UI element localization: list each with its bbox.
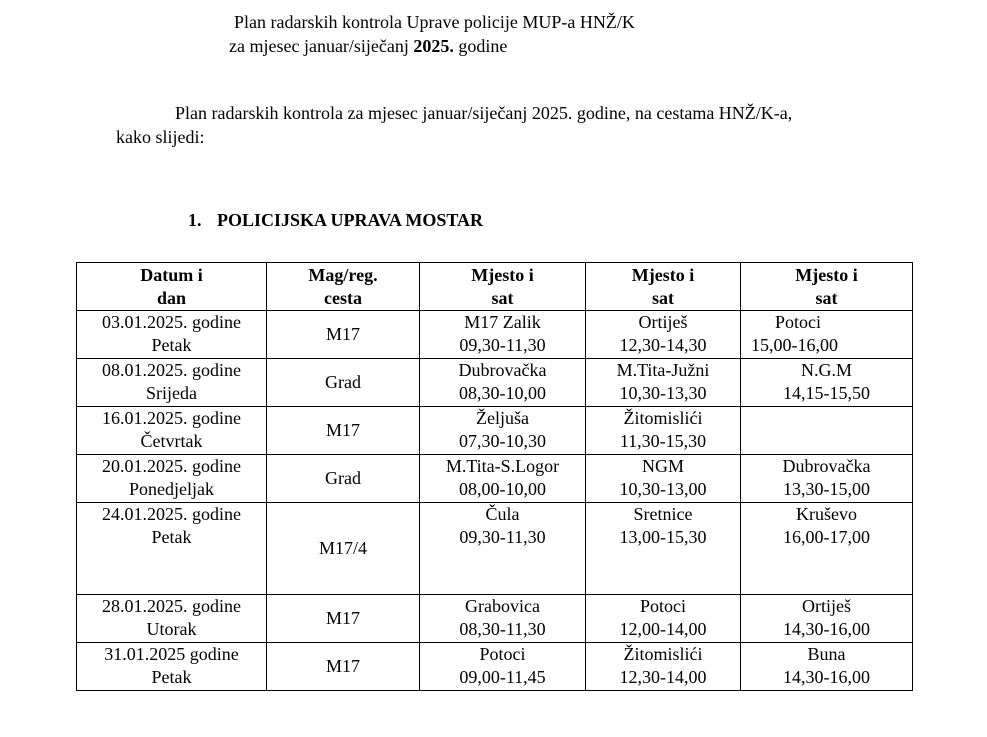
cell-location-2: NGM 10,30-13,00 [586,455,741,503]
cell-location-3: Buna 14,30-16,00 [741,643,913,691]
cell-location-2: M.Tita-Južni 10,30-13,30 [586,359,741,407]
cell-date: 08.01.2025. godine Srijeda [77,359,267,407]
cell-location-1: M.Tita-S.Logor 08,00-10,00 [420,455,586,503]
intro-text-line2: kako slijedi: [116,127,205,147]
cell-location-1: Željuša 07,30-10,30 [420,407,586,455]
intro-text-line1: Plan radarskih kontrola za mjesec januar/siječanj 2025. godine, na cestama HNŽ/K-a, [175,103,793,123]
cell-location-3: Kruševo 16,00-17,00 [741,503,913,595]
cell-date: 31.01.2025 godine Petak [77,643,267,691]
cell-location-2: Žitomislići 12,30-14,00 [586,643,741,691]
header-place-time-2: Mjesto i sat [586,263,741,311]
title-month-text: za mjesec januar/siječanj [229,36,414,56]
cell-location-2: Ortiješ 12,30-14,30 [586,311,741,359]
cell-road: M17 [267,595,420,643]
cell-location-3: Potoci 15,00-16,00 [741,311,913,359]
cell-road: M17 [267,643,420,691]
cell-road: M17 [267,407,420,455]
cell-date: 20.01.2025. godine Ponedjeljak [77,455,267,503]
cell-location-1: Potoci 09,00-11,45 [420,643,586,691]
header-place-time-1: Mjesto i sat [420,263,586,311]
cell-location-2: Potoci 12,00-14,00 [586,595,741,643]
table-header-row [77,263,913,311]
cell-location-1: M17 Zalik 09,30-11,30 [420,311,586,359]
document-title-line1: Plan radarskih kontrola Uprave policije MUP-a HNŽ/K [234,12,635,32]
cell-location-3: Dubrovačka 13,30-15,00 [741,455,913,503]
header-date-day: Datum i dan [77,263,267,311]
cell-location-1: Grabovica 08,30-11,30 [420,595,586,643]
cell-date: 24.01.2025. godine Petak [77,503,267,595]
document-title-line2 [229,36,507,57]
table-row [77,407,913,455]
cell-location-3 [741,407,913,455]
cell-road: M17 [267,311,420,359]
table-row [77,359,913,407]
section-title: POLICIJSKA UPRAVA MOSTAR [217,210,484,230]
cell-road: Grad [267,455,420,503]
section-number: 1. [188,210,202,230]
cell-date: 03.01.2025. godine Petak [77,311,267,359]
table-row [77,455,913,503]
title-year: 2025. [413,36,454,56]
section-heading [188,210,483,231]
cell-location-2: Žitomislići 11,30-15,30 [586,407,741,455]
table-row [77,643,913,691]
radar-schedule-table [76,262,913,691]
cell-location-2: Sretnice 13,00-15,30 [586,503,741,595]
cell-date: 16.01.2025. godine Četvrtak [77,407,267,455]
header-road: Mag/reg. cesta [267,263,420,311]
table-row [77,311,913,359]
header-place-time-3: Mjesto i sat [741,263,913,311]
cell-location-1: Dubrovačka 08,30-10,00 [420,359,586,407]
cell-road: Grad [267,359,420,407]
cell-date: 28.01.2025. godine Utorak [77,595,267,643]
cell-location-1: Čula 09,30-11,30 [420,503,586,595]
table-row [77,595,913,643]
cell-location-3: Ortiješ 14,30-16,00 [741,595,913,643]
title-suffix: godine [453,36,508,56]
cell-road: M17/4 [267,503,420,595]
cell-location-3: N.G.M 14,15-15,50 [741,359,913,407]
table-row [77,503,913,595]
